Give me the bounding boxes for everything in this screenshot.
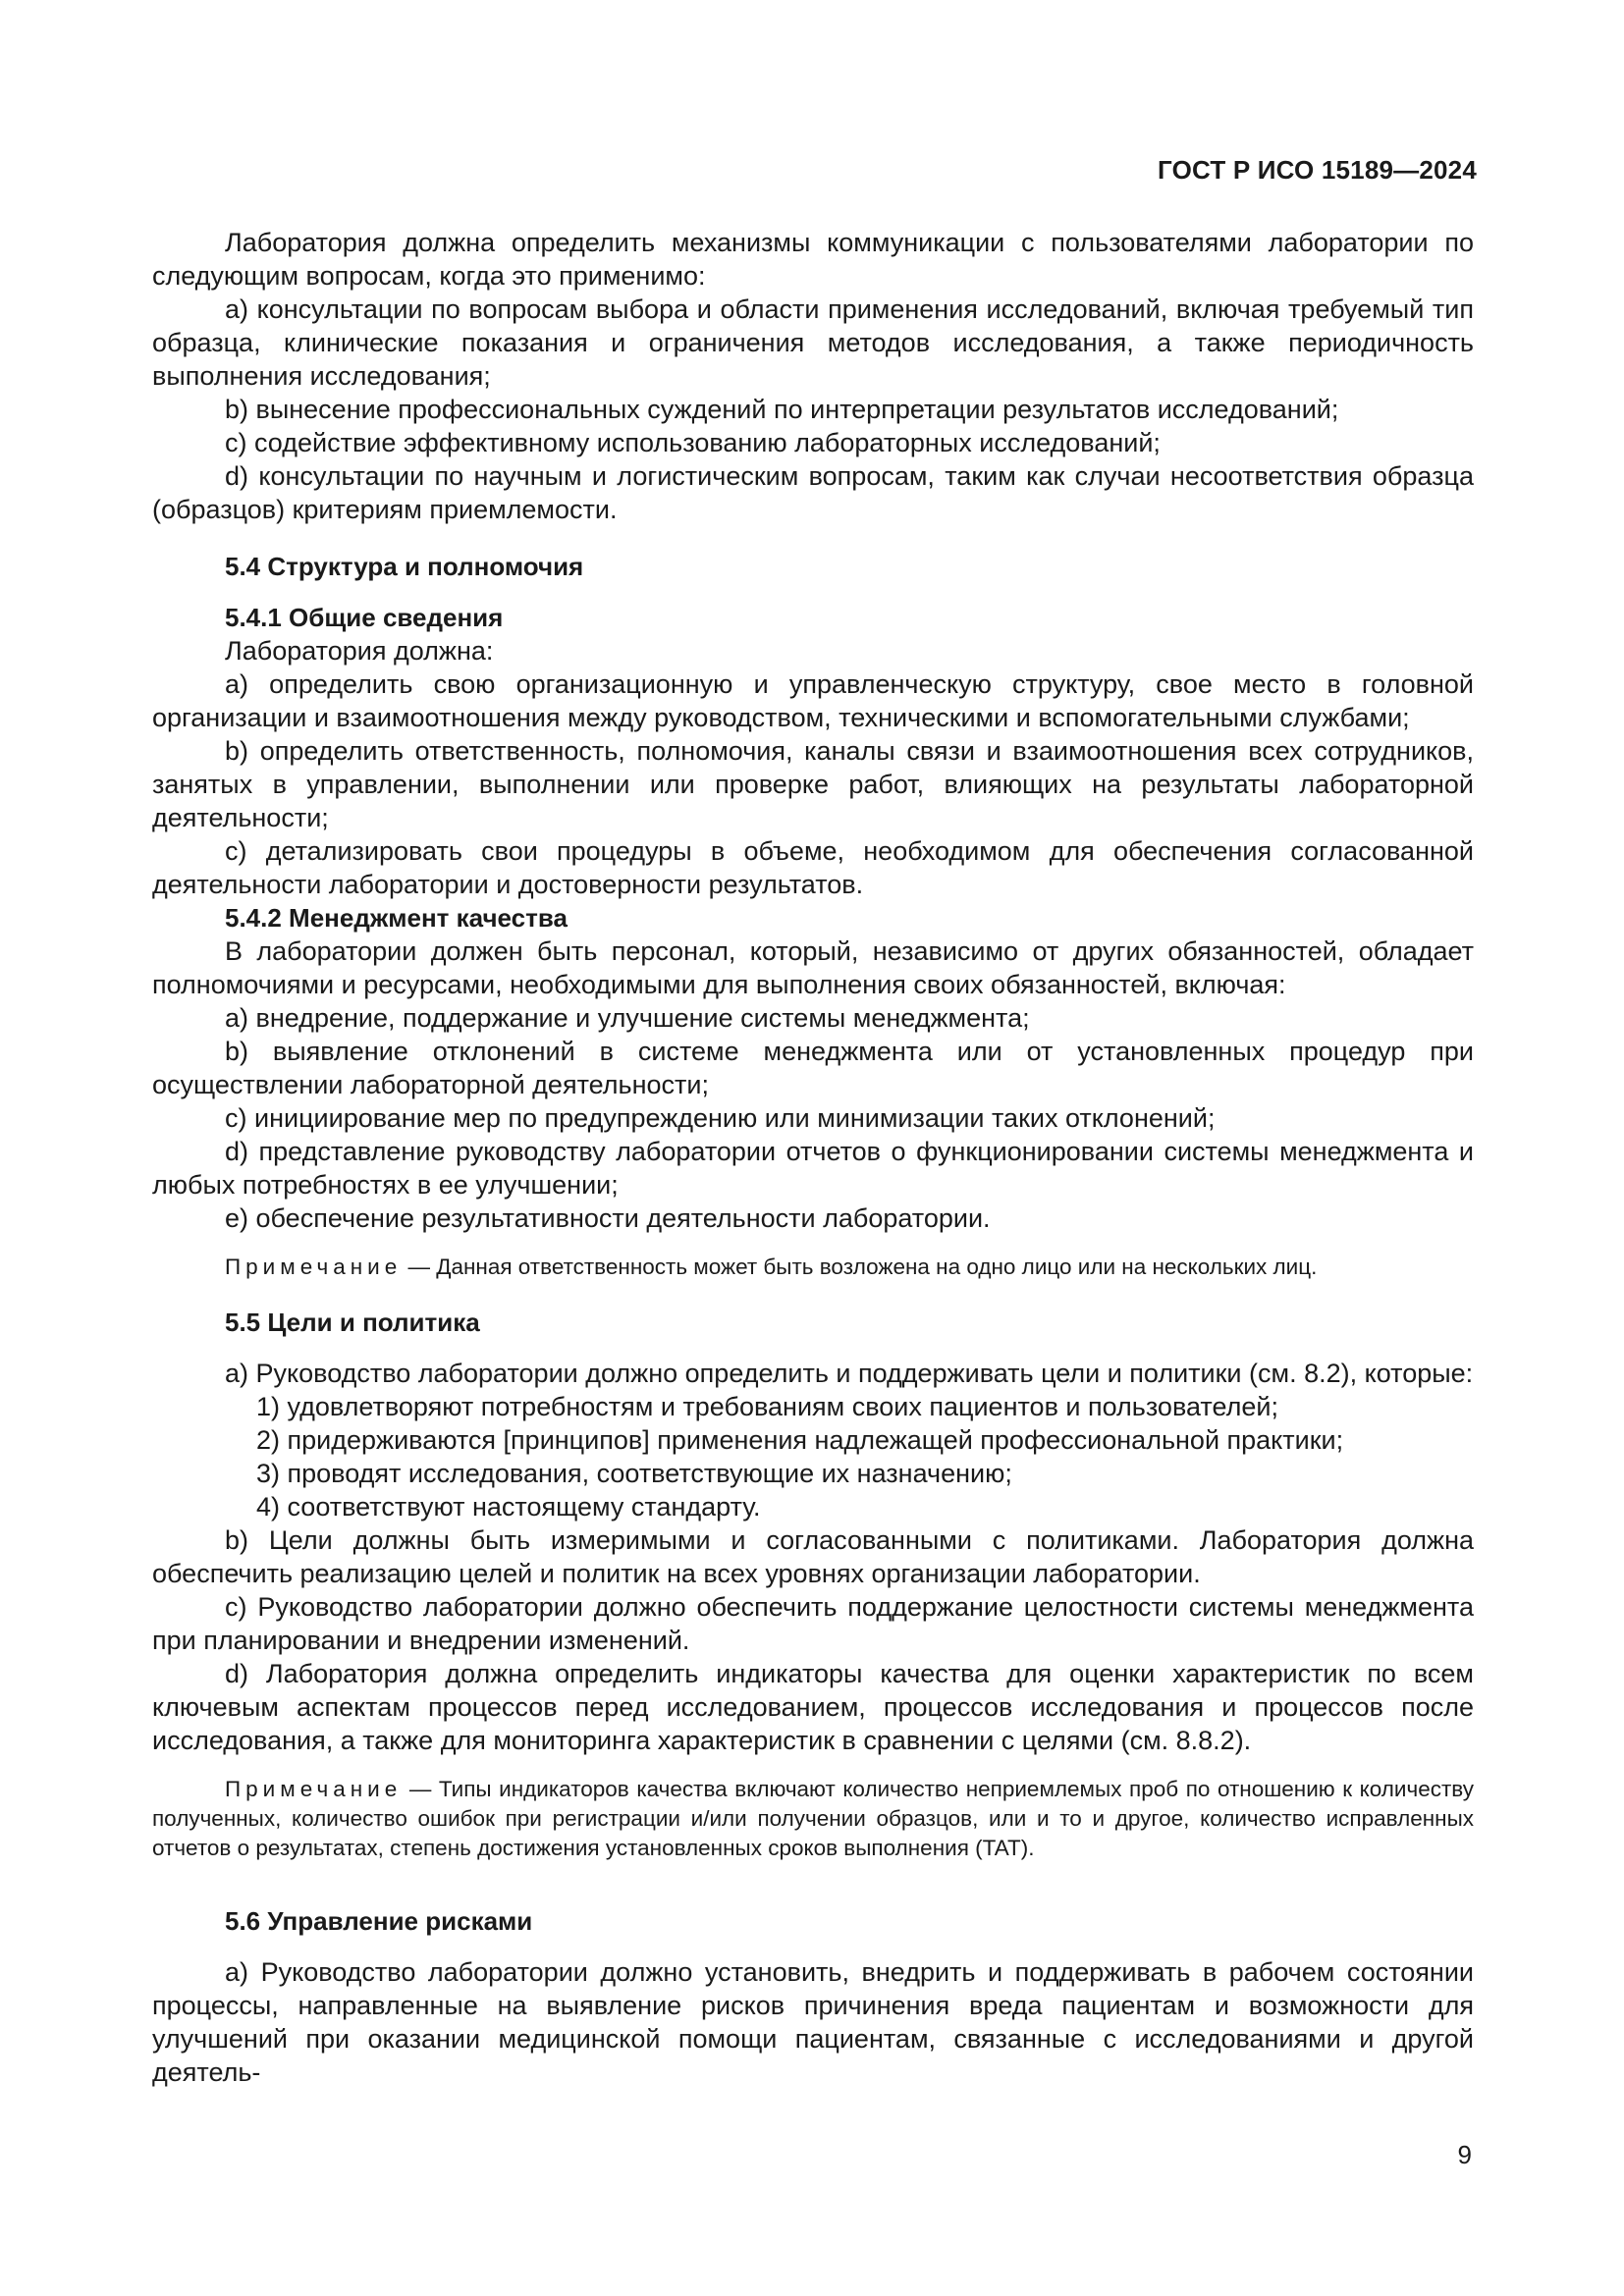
note-label: Примечание bbox=[225, 1777, 403, 1801]
note-label: Примечание bbox=[225, 1255, 403, 1279]
list-item: b) вынесение профессиональных суждений по интерпретации результатов исследований; bbox=[225, 395, 1339, 424]
paragraph: Лаборатория должна определить механизмы коммуникации с пользователями лаборатории по следующим вопросам, когда это применимо: bbox=[152, 228, 1474, 291]
list-item: c) содействие эффективному использованию лабораторных исследований; bbox=[225, 428, 1161, 457]
page-number: 9 bbox=[1457, 2140, 1472, 2169]
list-item: c) детализировать свои процедуры в объеме, необходимом для обеспечения согласованной деятельности лаборатории и достоверности результатов. bbox=[152, 836, 1474, 899]
sub-list-item: 4) соответствуют настоящему стандарту. bbox=[256, 1492, 761, 1522]
list-item: a) Руководство лаборатории должно определить и поддерживать цели и политики (см. 8.2), которые: bbox=[225, 1359, 1474, 1388]
list-item: c) инициирование мер по предупреждению или минимизации таких отклонений; bbox=[225, 1103, 1216, 1133]
note-text: — Типы индикаторов качества включают количество неприемлемых проб по отношению к количеству полученных, количество ошибок при регистрации и/или получении образцов, или и то и другое, количество исправленных отчетов о результатах, степень достижения установленных сроков выполнения (TAT). bbox=[152, 1777, 1474, 1860]
section-heading-5-4-1: 5.4.1 Общие сведения bbox=[225, 603, 504, 632]
section-heading-5-4-2: 5.4.2 Менеджмент качества bbox=[225, 903, 568, 933]
section-heading-5-4: 5.4 Структура и полномочия bbox=[225, 552, 584, 581]
list-item: d) представление руководству лаборатории отчетов о функционировании системы менеджмента и любых потребностях в ее улучшении; bbox=[152, 1137, 1474, 1200]
list-item: a) консультации по вопросам выбора и области применения исследований, включая требуемый тип образца, клинические показания и ограничения методов исследования, а также периодичность выполнения исследования; bbox=[152, 294, 1474, 391]
list-item: b) выявление отклонений в системе менеджмента или от установленных процедур при осуществлении лабораторной деятельности; bbox=[152, 1037, 1474, 1099]
note bbox=[152, 1775, 1474, 1863]
list-item: b) Цели должны быть измеримыми и согласованными с политиками. Лаборатория должна обеспечить реализацию целей и политик на всех уровнях организации лаборатории. bbox=[152, 1525, 1474, 1588]
sub-list-item: 3) проводят исследования, соответствующие их назначению; bbox=[256, 1459, 1012, 1488]
list-item: a) Руководство лаборатории должно установить, внедрить и поддерживать в рабочем состоянии процессы, направленные на выявление рисков причинения вреда пациентам и возможности для улучшений при оказании медицинской помощи пациентам, связанные с исследованиями и другой деятель- bbox=[152, 1957, 1474, 2087]
paragraph: В лаборатории должен быть персонал, который, независимо от других обязанностей, обладает полномочиями и ресурсами, необходимыми для выполнения своих обязанностей, включая: bbox=[152, 936, 1474, 999]
section-heading-5-6: 5.6 Управление рисками bbox=[225, 1906, 533, 1936]
list-item: e) обеспечение результативности деятельности лаборатории. bbox=[225, 1203, 991, 1233]
sub-list-item: 2) придерживаются [принципов] применения надлежащей профессиональной практики; bbox=[256, 1425, 1344, 1455]
list-item: b) определить ответственность, полномочия, каналы связи и взаимоотношения всех сотрудников, занятых в управлении, выполнении или проверке работ, влияющих на результаты лабораторной деятельности; bbox=[152, 736, 1474, 832]
paragraph: Лаборатория должна: bbox=[225, 636, 494, 666]
section-heading-5-5: 5.5 Цели и политика bbox=[225, 1308, 480, 1337]
note bbox=[152, 1253, 1474, 1282]
note-text: — Данная ответственность может быть возложена на одно лицо или на нескольких лиц. bbox=[402, 1255, 1318, 1279]
list-item: d) консультации по научным и логистическим вопросам, таким как случаи несоответствия образца (образцов) критериям приемлемости. bbox=[152, 461, 1474, 524]
list-item: a) определить свою организационную и управленческую структуру, свое место в головной организации и взаимоотношения между руководством, техническими и вспомогательными службами; bbox=[152, 669, 1474, 732]
document-body bbox=[152, 226, 1474, 2089]
sub-list-item: 1) удовлетворяют потребностям и требованиям своих пациентов и пользователей; bbox=[256, 1392, 1278, 1421]
document-header: ГОСТ Р ИСО 15189—2024 bbox=[1157, 155, 1477, 185]
list-item: d) Лаборатория должна определить индикаторы качества для оценки характеристик по всем ключевым аспектам процессов перед исследованием, процессов исследования и процессов после исследования, а также для мониторинга характеристик в сравнении с целями (см. 8.8.2). bbox=[152, 1659, 1474, 1755]
list-item: c) Руководство лаборатории должно обеспечить поддержание целостности системы менеджмента при планировании и внедрении изменений. bbox=[152, 1592, 1474, 1655]
list-item: a) внедрение, поддержание и улучшение системы менеджмента; bbox=[225, 1003, 1030, 1033]
